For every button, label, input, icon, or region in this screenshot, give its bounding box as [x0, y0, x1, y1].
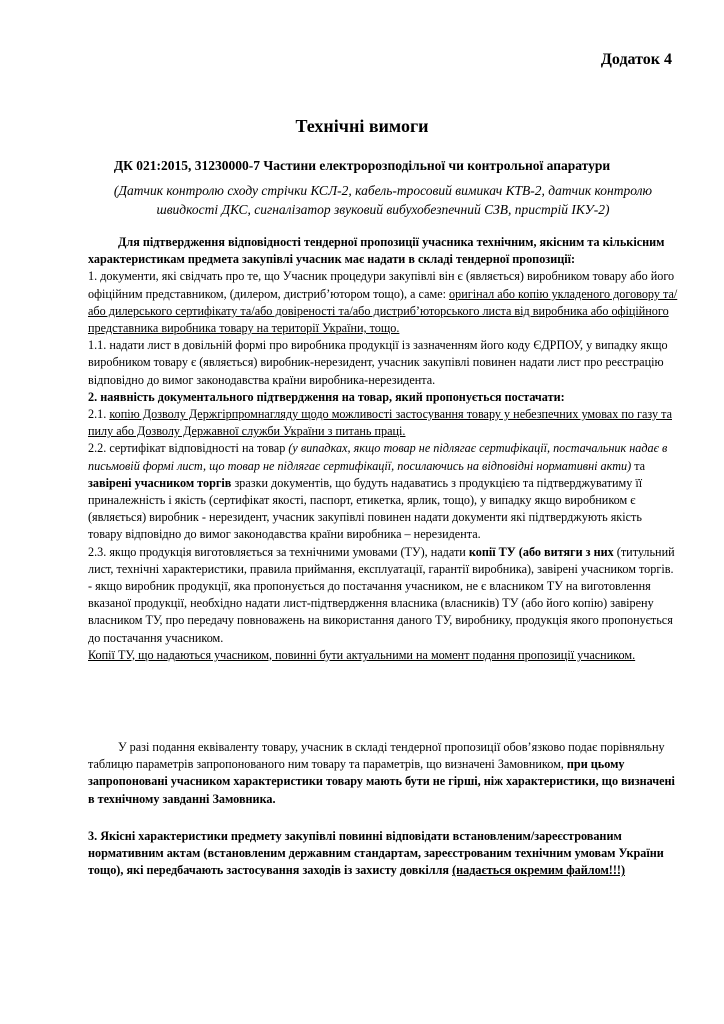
paragraph-2-3-end: (титульний лист, технічні характеристики, правила приймання, експлуатації, гарантії виробника), завірені учасником торгів. — [88, 544, 675, 576]
paragraph-2-2-text: 2.2. сертифікат відповідності на товар — [88, 441, 289, 456]
paragraph-2: 2. наявність документального підтвердження на товар, який пропонується постачати: — [88, 389, 565, 404]
paragraph-2-2-end: зразки документів, що будуть надаватись з продукцією та підтверджуватиму її приналежність і якість (сертифікат якості, паспорт, етикетка, ярлик, тощо), у випадку якщо виробником є (являється) виробник - нерезидент, учасник закупівлі повинен надати документи які підтверджують якість товару відповідно до вимог законодавства країни виробника – нерезидента. — [88, 475, 643, 542]
paragraph-1-1: 1.1. надати лист в довільній формі про виробника продукції із зазначенням його коду ЄДРПОУ, у випадку якщо виробником товару є (являється) виробник-нерезидент, учасник закупівлі повинен надати лист про реєстрацію відповідно до вимог законодавства країни виробника-нерезидента. — [88, 338, 668, 387]
equivalent-bold: при цьому запропоновані учасником характеристики товару мають бути не гірші, ніж характеристики, що визначені в технічному завданні Замовника. — [88, 757, 675, 806]
paragraph-2-1-number: 2.1. — [88, 407, 110, 422]
paragraph-2-4: - якщо виробник продукції, яка пропонується до постачання учасником, не є власником ТУ на виготовлення вказаної продукції, необхідно надати лист-підтвердження власника (власників) ТУ (або його копію) завірену власником ТУ, про передачу повноважень на використання даного ТУ, виробнику, продукція якого пропонується до постачання учасником. — [88, 579, 673, 645]
paragraph-1 — [88, 268, 678, 337]
paragraph-2-1-underlined: копію Дозволу Держгірпромнагляду щодо можливості застосування товару у небезпечних умовах по газу та пилу або Дозволу Державної служби України з питань праці. — [88, 407, 672, 439]
paragraph-2-3-bold: копії ТУ (або витяги з них — [468, 544, 614, 559]
paragraph-1-text: 1. документи, які свідчать про те, що Учасник процедури закупівлі він є (являється) виробником товару або його офіційним представником, (дилером, дистриб’ютором тощо), а саме: — [88, 269, 675, 301]
paragraph-2-2-bold: завірені учасником торгів — [88, 475, 232, 490]
paragraph-2-2-italic: (у випадках, якщо товар не підлягає сертифікації, постачальник надає в письмовій формі лист, що товар не підлягає сертифікації, посилаючись на відповідні нормативні акти) — [88, 441, 668, 473]
equivalent-text: У разі подання еквіваленту товару, учасник в складі тендерної пропозиції обов’язково подає порівняльну таблицю параметрів запропонованого ним товару та параметрів, що визначені Замовником, — [88, 740, 665, 772]
paragraph-2-2-mid: та — [631, 458, 646, 473]
paragraph-2-1 — [88, 406, 678, 440]
paragraph-2-5: Копії ТУ, що надаються учасником, повинні бути актуальними на момент подання пропозиції учасником. — [88, 647, 636, 662]
section-3-underlined: (надається окремим файлом!!!) — [452, 863, 626, 878]
document-subtitle: ДК 021:2015, 31230000-7 Частини електророзподільної чи контрольної апаратури — [113, 158, 611, 173]
equivalent-section — [88, 739, 678, 808]
paragraph-2-3-text: 2.3. якщо продукція виготовляється за технічними умовами (ТУ), надати — [88, 544, 469, 559]
paragraph-2-3 — [88, 544, 678, 578]
equivalent-paragraph — [88, 739, 678, 808]
items-list: (Датчик контролю сходу стрічки КСЛ-2, кабель-тросовий вимикач КТВ-2, датчик контролю швидкості ДКС, сигналізатор звуковий вибухобезпечний СЗВ, пристрій ІКУ-2) — [113, 183, 653, 217]
document-title: Технічні вимоги — [295, 116, 429, 136]
paragraph-1-underlined: оригінал або копію укладеного договору та/або дилерського сертифікату та/або довіреності та/або дистриб’юторського листа від виробника або офіційного представника виробника товару на території України, тощо. — [88, 286, 678, 336]
section-3-text: 3. Якісні характеристики предмету закупівлі повинні відповідати встановленим/зареєстрованим нормативним актам (встановленим державним стандартам, зареєстрованим технічним умовам України тощо), які передбачають застосування заходів із захисту довкілля — [88, 829, 664, 878]
intro-paragraph: Для підтвердження відповідності тендерної пропозиції учасника технічним, якісним та кількісним характеристикам предмета закупівлі учасник має надати в складі тендерної пропозиції: — [88, 235, 665, 267]
requirements-body — [88, 234, 678, 664]
paragraph-2-2 — [88, 440, 678, 543]
section-3 — [88, 828, 678, 880]
annex-label: Додаток 4 — [600, 51, 672, 68]
